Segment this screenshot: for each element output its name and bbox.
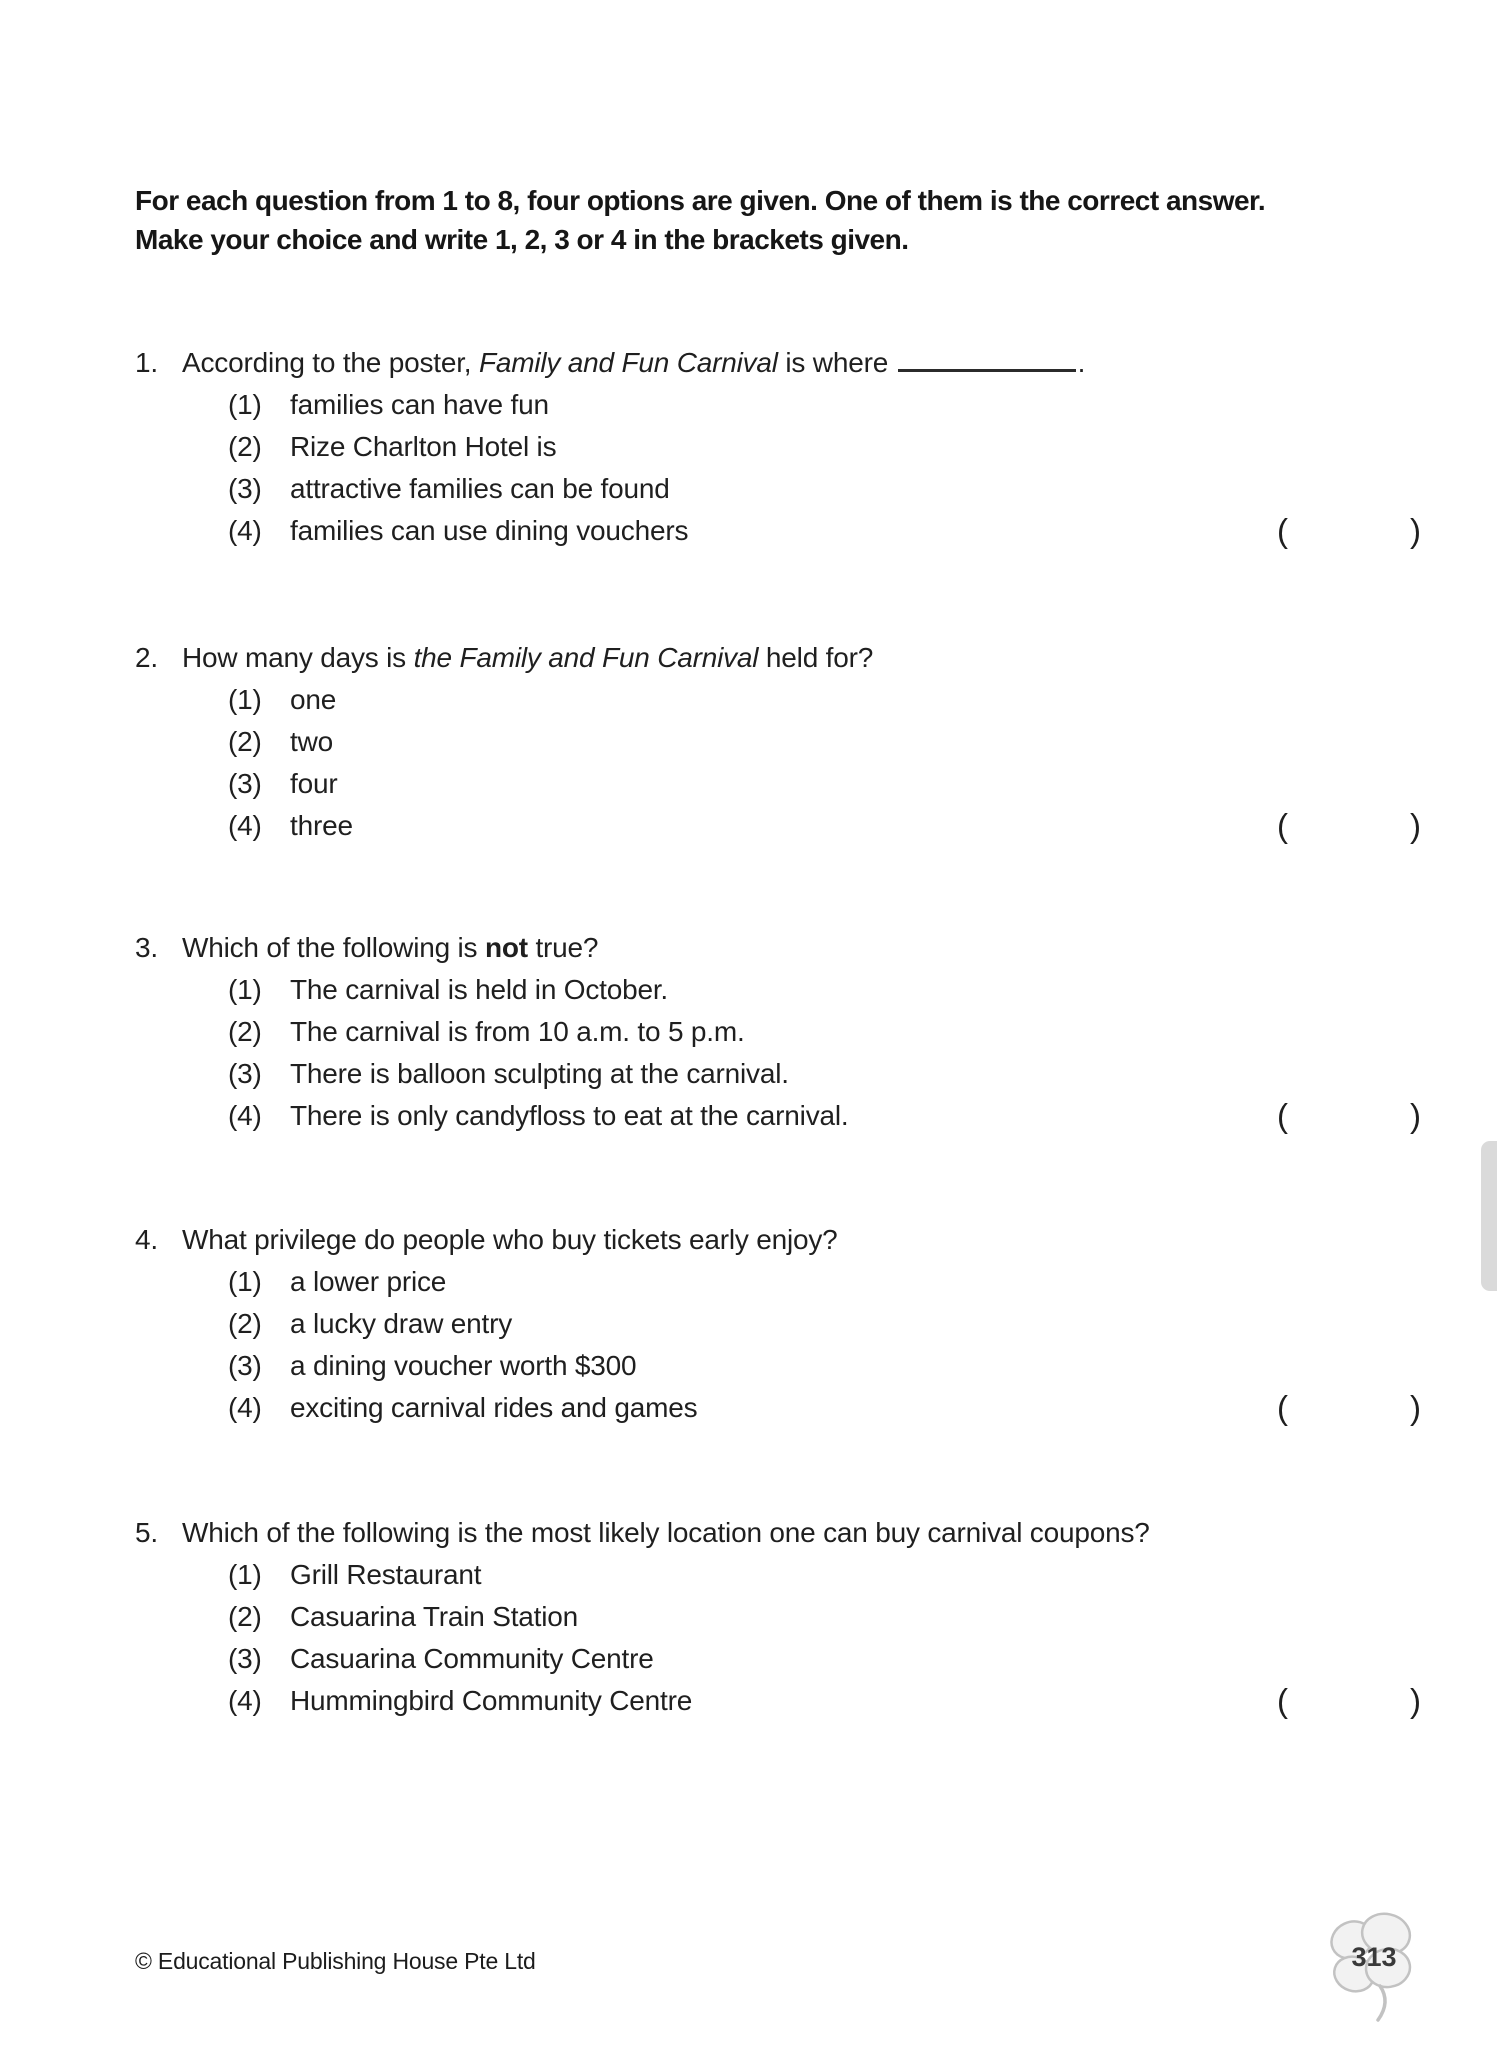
question-4-stem [135, 1219, 1455, 1261]
option-label: (2) [228, 1016, 262, 1047]
option-label: (4) [228, 1100, 262, 1131]
italic-title: Family and Fun Carnival [478, 347, 778, 378]
option-label: (1) [228, 1266, 262, 1297]
option-label: (1) [228, 684, 262, 715]
answer-blank-line [898, 367, 1076, 372]
option-label: (1) [228, 1559, 262, 1590]
option-text: Casuarina Community Centre [290, 1643, 654, 1674]
question-number: 5. [135, 1517, 158, 1548]
option-text: one [290, 684, 337, 715]
clover-page-number-icon [1322, 1906, 1422, 2024]
option-text: a lucky draw entry [290, 1308, 513, 1339]
question-number: 2. [135, 642, 158, 673]
option-label: (2) [228, 431, 262, 462]
question-number: 4. [135, 1224, 158, 1255]
option-label: (3) [228, 1350, 262, 1381]
option-row [228, 1345, 1455, 1387]
close-bracket: ) [1410, 1389, 1421, 1426]
option-label: (4) [228, 515, 262, 546]
option-text: four [290, 768, 338, 799]
option-text: Rize Charlton Hotel is [290, 431, 557, 462]
option-text: Casuarina Train Station [290, 1601, 579, 1632]
option-row [228, 763, 1455, 805]
question-2 [135, 637, 1455, 847]
instructions-line-1: For each question from 1 to 8, four options are given. One of them is the correct answer. [135, 185, 1266, 216]
option-text: a lower price [290, 1266, 447, 1297]
option-label: (4) [228, 1392, 262, 1423]
question-5-stem [135, 1512, 1455, 1554]
question-text: How many days is the Family and Fun Carnival held for? [182, 642, 874, 673]
option-label: (4) [228, 1685, 262, 1716]
option-row [228, 468, 1455, 510]
question-text: According to the poster, Family and Fun Carnival is where . [182, 347, 1086, 378]
option-label: (3) [228, 1643, 262, 1674]
option-label: (4) [228, 810, 262, 841]
option-row [228, 1053, 1455, 1095]
option-text: families can have fun [290, 389, 549, 420]
option-row [228, 1261, 1455, 1303]
option-row [228, 1638, 1455, 1680]
option-text: Grill Restaurant [290, 1559, 482, 1590]
question-text: Which of the following is not true? [182, 932, 599, 963]
option-text: The carnival is held in October. [290, 974, 669, 1005]
page-number: 313 [1351, 1942, 1397, 1972]
option-text: exciting carnival rides and games [290, 1392, 698, 1423]
option-label: (2) [228, 1601, 262, 1632]
option-text: Hummingbird Community Centre [290, 1685, 693, 1716]
option-label: (2) [228, 726, 262, 757]
option-label: (1) [228, 389, 262, 420]
page-edge-tab [1481, 1141, 1497, 1291]
question-1 [135, 342, 1455, 552]
instructions [135, 181, 1465, 259]
answer-brackets [135, 1387, 1455, 1429]
answer-brackets [135, 1095, 1455, 1137]
copyright-notice: © Educational Publishing House Pte Ltd [135, 1948, 536, 1974]
option-row [228, 426, 1455, 468]
close-bracket: ) [1410, 1097, 1421, 1134]
question-5 [135, 1512, 1455, 1722]
option-text: There is balloon sculpting at the carnival. [290, 1058, 789, 1089]
option-row [228, 1554, 1455, 1596]
option-label: (3) [228, 768, 262, 799]
option-row [228, 679, 1455, 721]
option-row [228, 1303, 1455, 1345]
question-text: What privilege do people who buy tickets early enjoy? [182, 1224, 838, 1255]
option-text: There is only candyfloss to eat at the carnival. [290, 1100, 849, 1131]
flower-stem [1378, 1986, 1385, 2020]
close-bracket: ) [1410, 512, 1421, 549]
open-bracket: ( [1277, 512, 1288, 549]
option-label: (2) [228, 1308, 262, 1339]
open-bracket: ( [1277, 807, 1288, 844]
question-text: Which of the following is the most likely location one can buy carnival coupons? [182, 1517, 1150, 1548]
question-1-stem [135, 342, 1455, 384]
question-3 [135, 927, 1455, 1137]
answer-brackets [135, 1680, 1455, 1722]
option-row [228, 721, 1455, 763]
instructions-line-2: Make your choice and write 1, 2, 3 or 4 in the brackets given. [135, 224, 909, 255]
question-2-stem [135, 637, 1455, 679]
bold-word: not [484, 932, 528, 963]
open-bracket: ( [1277, 1389, 1288, 1426]
question-4 [135, 1219, 1455, 1429]
option-row [228, 384, 1455, 426]
close-bracket: ) [1410, 1682, 1421, 1719]
option-text: two [290, 726, 333, 757]
option-row [228, 1596, 1455, 1638]
option-label: (3) [228, 473, 262, 504]
close-bracket: ) [1410, 807, 1421, 844]
option-text: families can use dining vouchers [290, 515, 689, 546]
answer-brackets [135, 510, 1455, 552]
question-3-stem [135, 927, 1455, 969]
option-row [228, 969, 1455, 1011]
option-text: a dining voucher worth $300 [290, 1350, 637, 1381]
open-bracket: ( [1277, 1682, 1288, 1719]
option-text: three [290, 810, 353, 841]
question-number: 1. [135, 347, 158, 378]
open-bracket: ( [1277, 1097, 1288, 1134]
option-row [228, 1011, 1455, 1053]
italic-title: the Family and Fun Carnival [413, 642, 759, 673]
option-text: The carnival is from 10 a.m. to 5 p.m. [290, 1016, 745, 1047]
question-number: 3. [135, 932, 158, 963]
option-text: attractive families can be found [290, 473, 670, 504]
option-label: (1) [228, 974, 262, 1005]
option-label: (3) [228, 1058, 262, 1089]
answer-brackets [135, 805, 1455, 847]
